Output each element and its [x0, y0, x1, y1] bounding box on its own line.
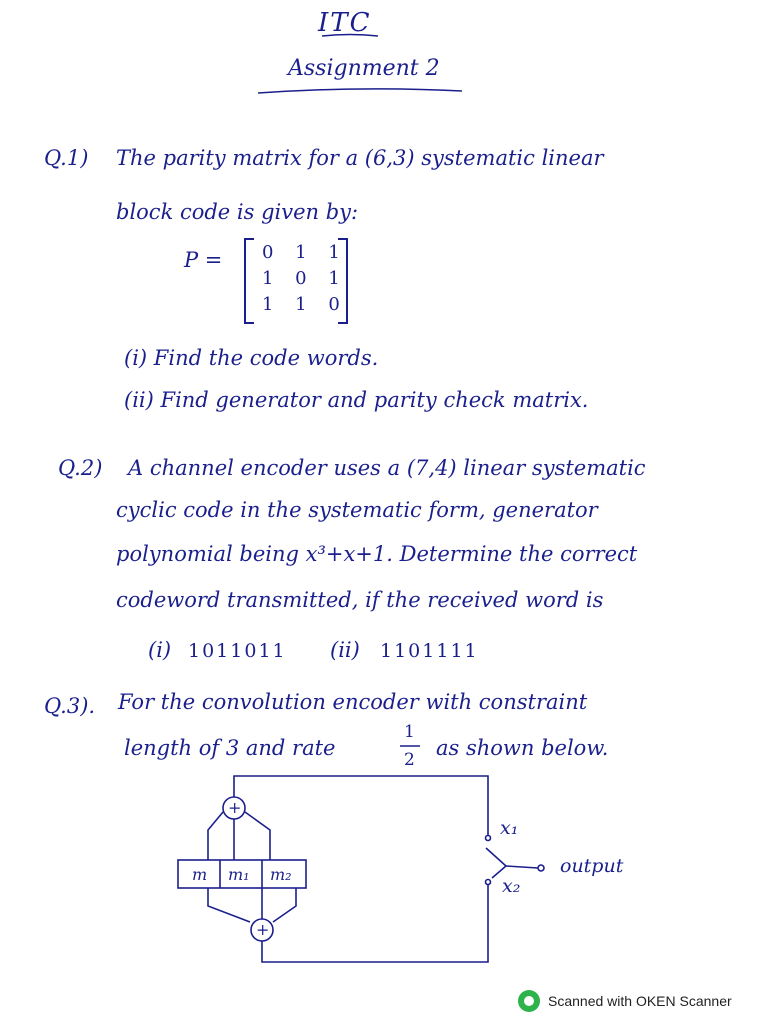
output-label: output: [560, 855, 624, 877]
rate-denominator: 2: [404, 750, 415, 770]
q1-text-line1: The parity matrix for a (6,3) systematic linear: [116, 146, 604, 170]
q3-text-line2a: length of 3 and rate: [124, 736, 336, 760]
scanner-text: Scanned with OKEN Scanner: [548, 993, 732, 1009]
q1-part-2: (ii) Find generator and parity check matrix.: [124, 388, 589, 412]
q3-text-line2b: as shown below.: [436, 736, 609, 760]
x2-label: x₂: [502, 875, 521, 897]
q1-label: Q.1): [44, 146, 89, 170]
q3-text-line1: For the convolution encoder with constraint: [118, 690, 588, 714]
register-m: m: [192, 865, 208, 884]
q2-text-line1: A channel encoder uses a (7,4) linear systematic: [128, 456, 646, 480]
q2-option-1-value: 1011011: [188, 640, 287, 662]
q2-option-1-label: (i): [148, 638, 172, 662]
q3-label: Q.3).: [44, 694, 96, 718]
q2-option-2-label: (ii): [330, 638, 360, 662]
rate-numerator: 1: [404, 722, 415, 742]
bottom-adder-symbol: +: [256, 920, 270, 939]
scanner-watermark: [518, 990, 732, 1012]
matrix-row-2: 1 0 1: [262, 268, 348, 289]
q2-option-2-value: 1101111: [380, 640, 479, 662]
x1-label: x₁: [500, 817, 519, 839]
oken-scanner-logo-icon: [518, 990, 540, 1012]
top-adder-symbol: +: [228, 798, 242, 817]
q2-label: Q.2): [58, 456, 103, 480]
q2-text-line4: codeword transmitted, if the received word is: [116, 588, 604, 612]
q1-part-1: (i) Find the code words.: [124, 346, 379, 370]
matrix-row-3: 1 1 0: [262, 294, 348, 315]
register-m1: m₁: [228, 865, 250, 884]
q2-text-line2: cyclic code in the systematic form, generator: [116, 498, 598, 522]
page-title: ITC: [318, 8, 372, 38]
register-m2: m₂: [270, 865, 292, 884]
q2-text-line3: polynomial being x³+x+1. Determine the correct: [116, 542, 638, 566]
matrix-row-1: 0 1 1: [262, 242, 348, 263]
matrix-label: P =: [184, 248, 223, 272]
page-subtitle: Assignment 2: [288, 56, 440, 81]
q1-text-line2: block code is given by:: [116, 200, 359, 224]
